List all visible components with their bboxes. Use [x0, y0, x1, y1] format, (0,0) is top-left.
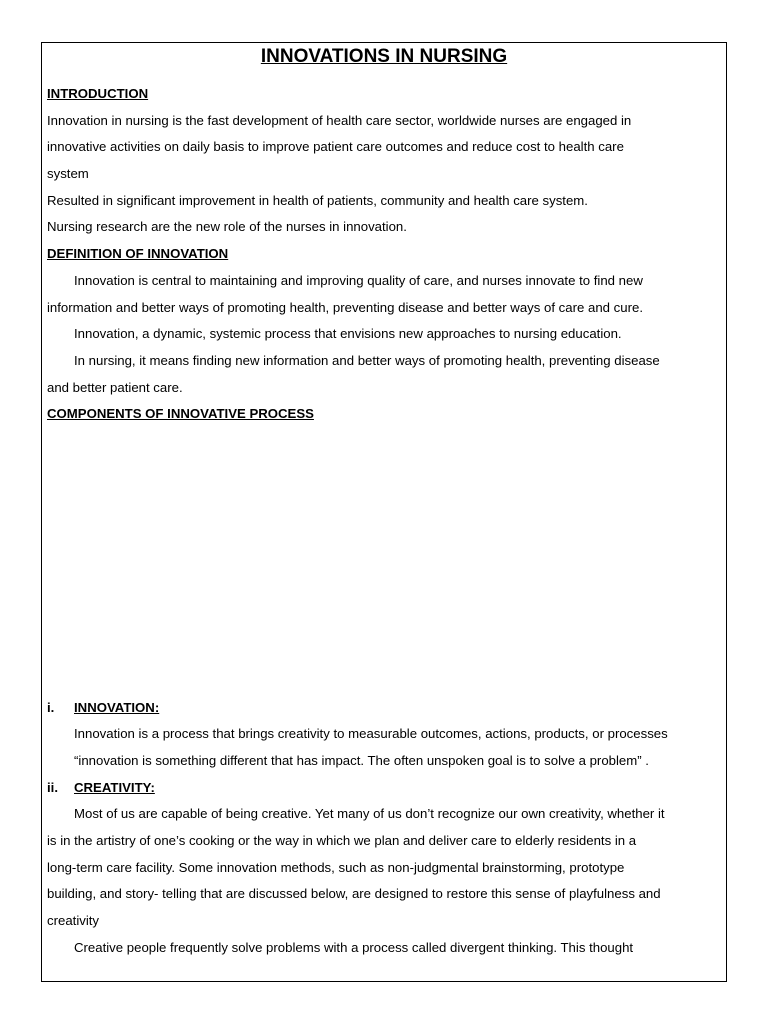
components-heading: COMPONENTS OF INNOVATIVE PROCESS	[47, 406, 314, 421]
creativity-heading: CREATIVITY:	[74, 780, 155, 795]
intro-line: system	[47, 166, 89, 181]
innovation-line: “innovation is something different that has impact. The often unspoken goal is to solve a problem” .	[74, 753, 649, 768]
innovation-line: Innovation is a process that brings creativity to measurable outcomes, actions, products, or processes	[74, 726, 668, 741]
intro-line: Resulted in significant improvement in health of patients, community and health care system.	[47, 193, 588, 208]
definition-line: and better patient care.	[47, 380, 183, 395]
creativity-line: long-term care facility. Some innovation methods, such as non-judgmental brainstorming, prototype	[47, 860, 625, 875]
creativity-line: creativity	[47, 913, 100, 928]
definition-line: In nursing, it means finding new information and better ways of promoting health, preventing disease	[74, 353, 660, 368]
document-title: INNOVATIONS IN NURSING	[260, 46, 508, 67]
list-numeral: i.	[47, 700, 55, 715]
creativity-line: building, and story- telling that are discussed below, are designed to restore this sense of playfulness and	[47, 886, 661, 901]
intro-line: innovative activities on daily basis to improve patient care outcomes and reduce cost to health care	[47, 139, 624, 154]
creativity-line: is in the artistry of one’s cooking or the way in which we plan and deliver care to elderly residents in a	[47, 833, 637, 848]
creativity-line: Creative people frequently solve problems with a process called divergent thinking. This thought	[74, 940, 634, 955]
definition-line: Innovation is central to maintaining and improving quality of care, and nurses innovate to find new	[74, 273, 643, 288]
definition-line: information and better ways of promoting health, preventing disease and better ways of care and cure.	[47, 300, 643, 315]
innovation-heading: INNOVATION:	[74, 700, 160, 715]
intro-line: Nursing research are the new role of the nurses in innovation.	[47, 219, 407, 234]
list-numeral: ii.	[47, 780, 58, 795]
creativity-line: Most of us are capable of being creative. Yet many of us don’t recognize our own creativity, whether it	[74, 806, 665, 821]
definition-heading: DEFINITION OF INNOVATION	[47, 246, 229, 261]
definition-line: Innovation, a dynamic, systemic process that envisions new approaches to nursing education.	[74, 326, 622, 341]
introduction-heading: INTRODUCTION	[47, 86, 149, 101]
intro-line: Innovation in nursing is the fast development of health care sector, worldwide nurses are engaged in	[47, 113, 632, 128]
